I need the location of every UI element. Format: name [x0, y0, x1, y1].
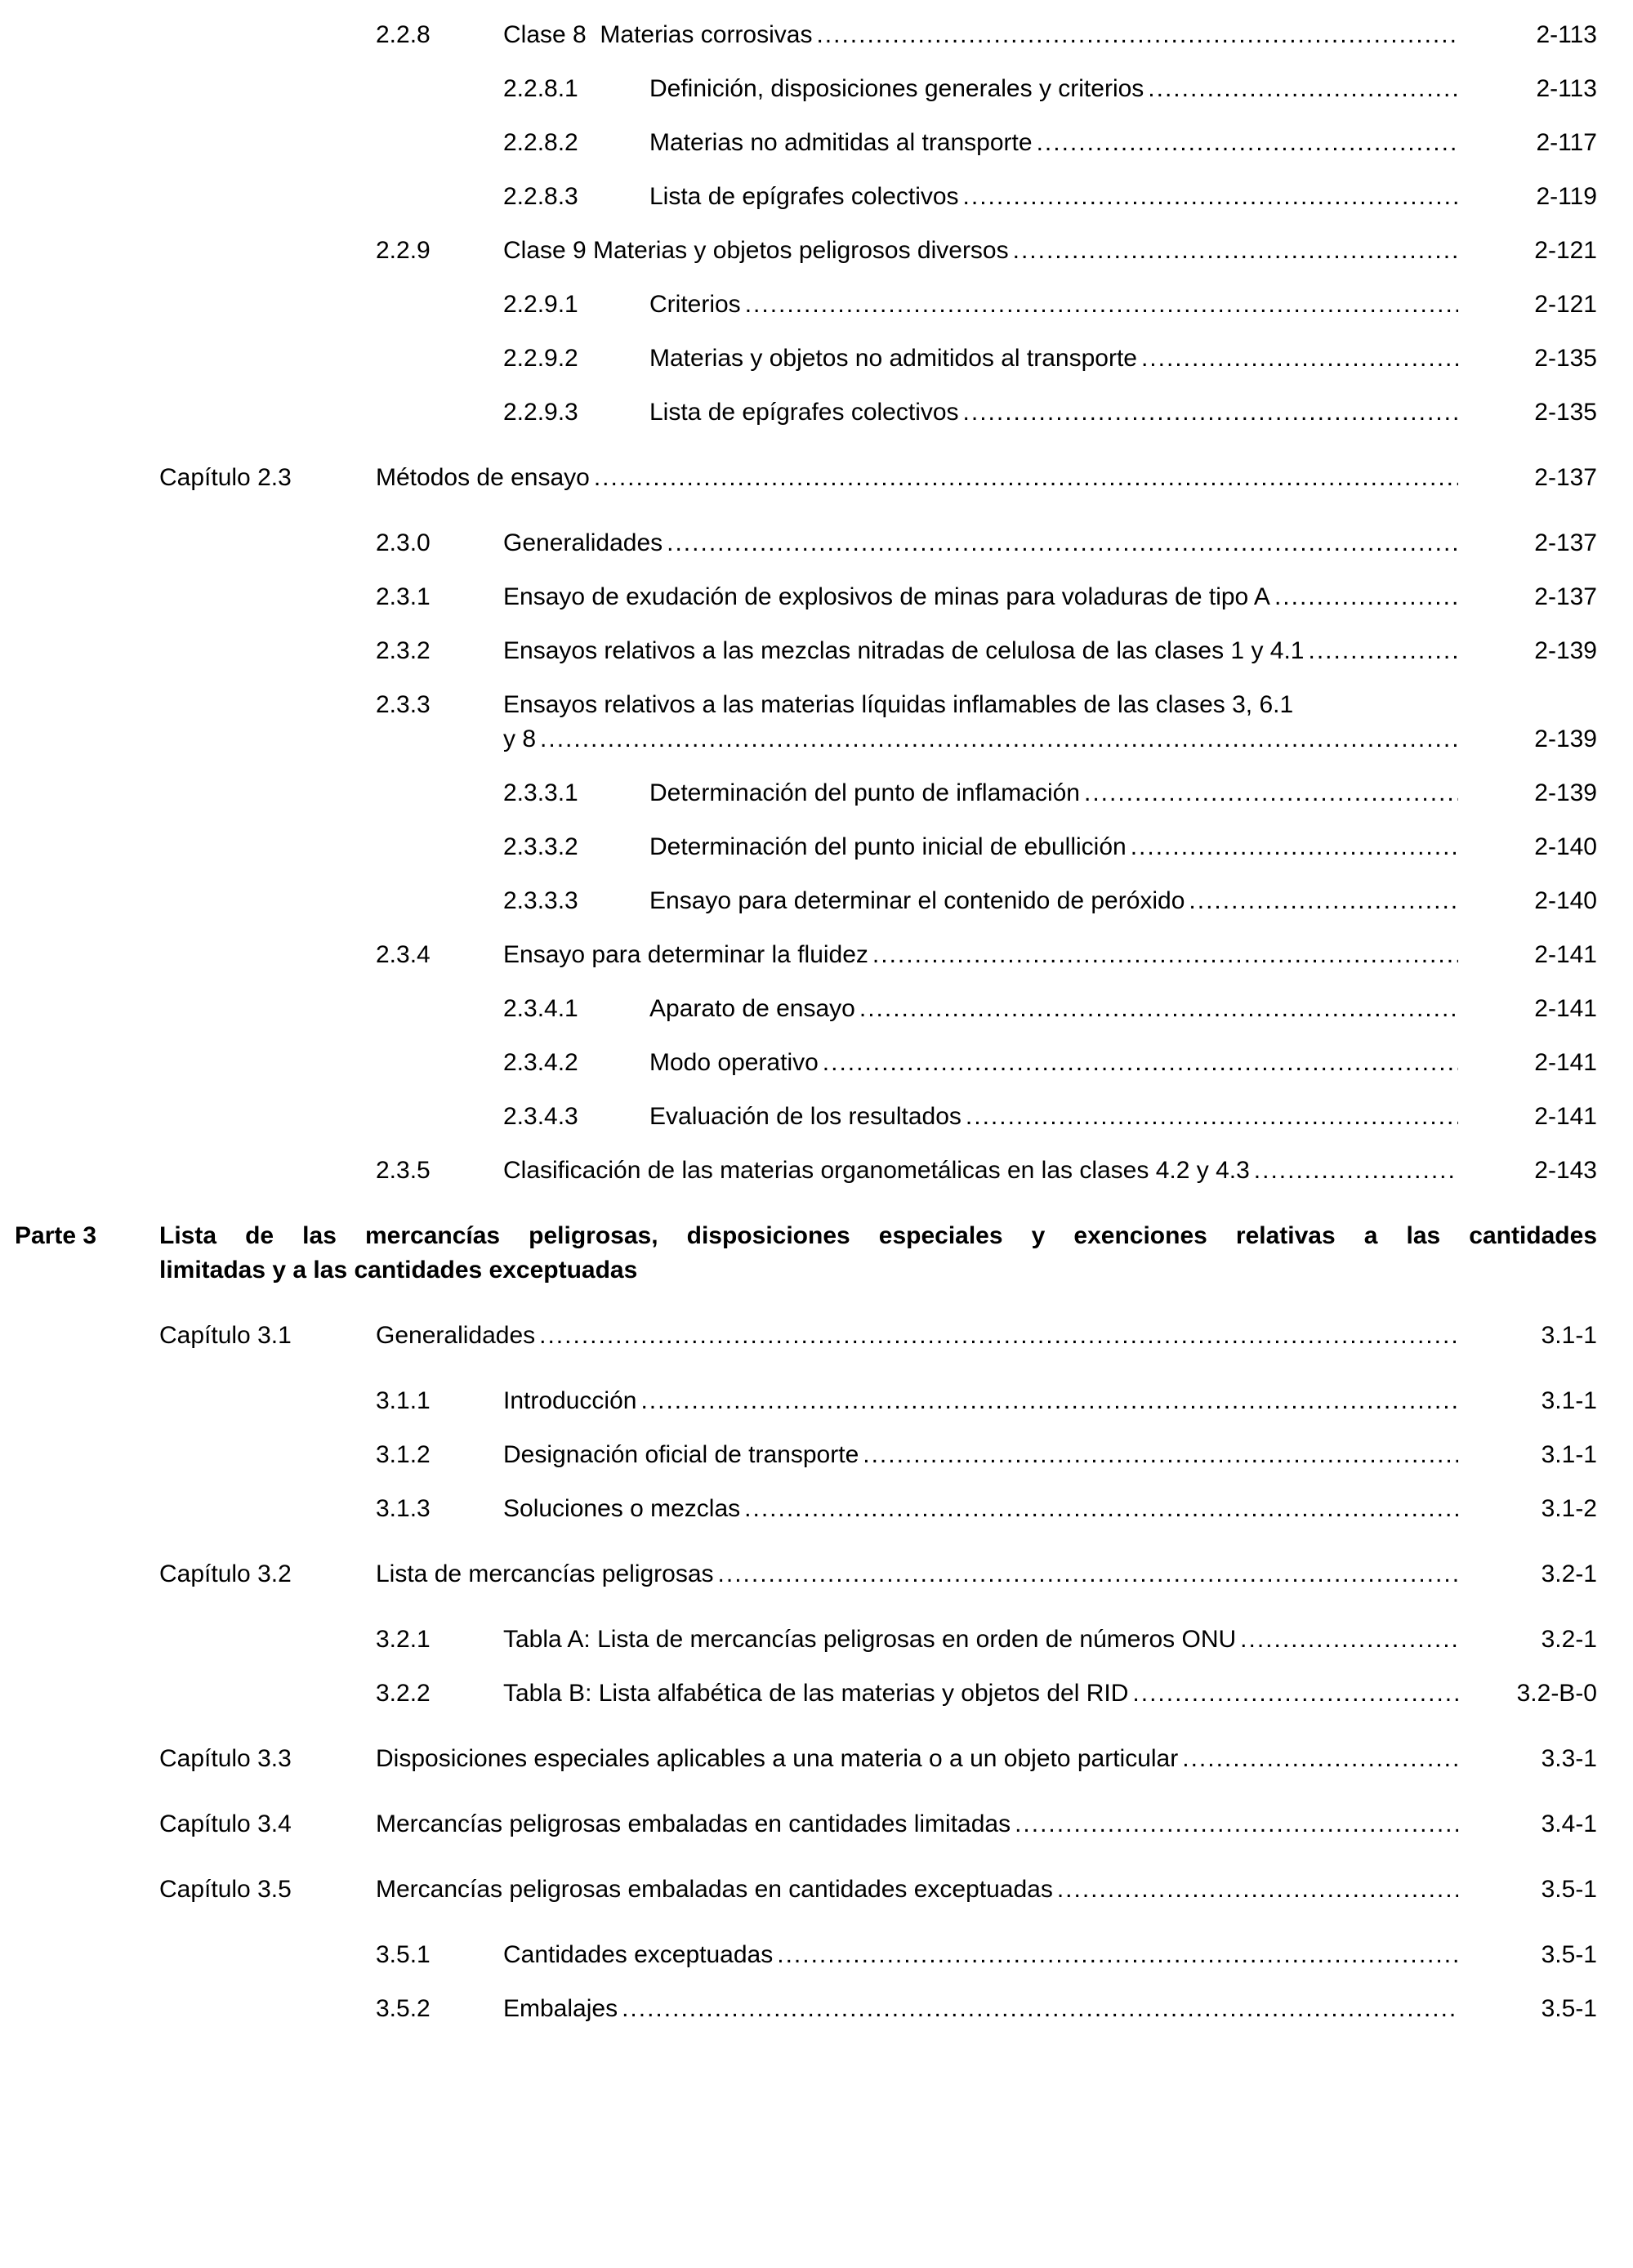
toc-entry	[0, 1938, 1597, 1972]
toc-entry-page: 2-141	[1534, 941, 1597, 968]
toc-entry-title: Modo operativo	[649, 1049, 819, 1076]
toc-entry-title: Disposiciones especiales aplicables a una materia o a un objeto particular	[376, 1745, 1179, 1772]
toc-entry-line	[649, 180, 1597, 214]
toc-entry-page: 2-137	[1534, 464, 1597, 491]
toc-entry-number: 2.3.2	[376, 637, 431, 664]
toc-entry-number: 3.1.3	[376, 1495, 431, 1522]
toc-entry-body	[649, 1100, 1597, 1134]
toc-entry-body	[503, 688, 1597, 757]
toc-entry-body	[649, 72, 1597, 106]
leader-dots	[744, 1492, 1458, 1526]
toc-entry	[0, 776, 1597, 810]
toc-entry-number: 2.3.4.1	[503, 995, 578, 1022]
leader-dots	[963, 395, 1458, 430]
toc-entry-number: Capítulo 3.1	[159, 1322, 292, 1349]
toc-entry-line	[376, 1557, 1597, 1592]
toc-entry-number: Capítulo 3.5	[159, 1876, 292, 1903]
toc-entry-body	[376, 1807, 1597, 1842]
toc-entry-body	[503, 234, 1597, 268]
toc-entry-title: Designación oficial de transporte	[503, 1441, 859, 1468]
leader-dots	[1141, 342, 1458, 376]
toc-entry-title: Determinación del punto de inflamación	[649, 779, 1080, 806]
toc-entry-page: 2-139	[1534, 725, 1597, 752]
toc-entry-body	[649, 288, 1597, 322]
toc-entry-page: 3.5-1	[1541, 1876, 1597, 1903]
toc-entry	[0, 526, 1597, 560]
toc-entry-line	[503, 234, 1597, 268]
toc-entry-number: 2.3.3.3	[503, 887, 578, 914]
toc-entry-number: 2.3.3	[376, 691, 431, 718]
toc-entry-page: 3.5-1	[1541, 1941, 1597, 1968]
toc-entry-line	[376, 1807, 1597, 1842]
toc-entry-body	[503, 1992, 1597, 2026]
toc-entry-title: Mercancías peligrosas embaladas en cantidades exceptuadas	[376, 1876, 1053, 1903]
toc-entry-number: Parte 3	[15, 1222, 97, 1249]
toc-entry-number: 3.5.1	[376, 1941, 431, 1968]
toc-entry-line	[376, 461, 1597, 495]
toc-entry-body	[503, 938, 1597, 972]
toc-entry-body	[503, 1623, 1597, 1657]
toc-entry-page: 2-141	[1534, 995, 1597, 1022]
toc-entry-number: 2.2.8	[376, 21, 431, 48]
toc-entry-line	[376, 1742, 1597, 1776]
toc-entry-line	[503, 634, 1597, 668]
toc-entry-title: Tabla A: Lista de mercancías peligrosas en orden de números ONU	[503, 1626, 1237, 1653]
toc-entry	[0, 1557, 1597, 1592]
toc-entry-page: 2-137	[1534, 529, 1597, 556]
toc-entry-number: 2.3.5	[376, 1157, 431, 1184]
toc-entry-line	[376, 1873, 1597, 1907]
toc-entry	[0, 1492, 1597, 1526]
toc-entry-line	[503, 938, 1597, 972]
toc-entry	[0, 234, 1597, 268]
leader-dots	[640, 1384, 1458, 1418]
toc-entry-number: 3.5.2	[376, 1995, 431, 2022]
toc-entry-title: Materias y objetos no admitidos al transporte	[649, 345, 1137, 372]
toc-entry-line	[503, 688, 1597, 722]
toc-entry-line	[649, 395, 1597, 430]
toc-entry-body	[649, 992, 1597, 1026]
toc-entry-body	[503, 1154, 1597, 1188]
toc-entry-title: Generalidades	[376, 1322, 536, 1349]
leader-dots	[1132, 1676, 1458, 1711]
leader-dots	[1013, 234, 1458, 268]
leader-dots	[777, 1938, 1458, 1972]
toc-entry-page: 2-117	[1536, 129, 1597, 156]
toc-entry	[0, 938, 1597, 972]
toc-entry-body	[503, 1384, 1597, 1418]
toc-list	[0, 18, 1597, 2026]
toc-entry-body	[649, 395, 1597, 430]
toc-entry-line	[649, 992, 1597, 1026]
leader-dots	[745, 288, 1458, 322]
toc-entry-page: 2-121	[1534, 237, 1597, 264]
toc-entry-body	[503, 634, 1597, 668]
toc-entry-line	[503, 1992, 1597, 2026]
toc-entry	[0, 1046, 1597, 1080]
toc-entry-line	[503, 580, 1597, 614]
toc-entry-page: 2-119	[1536, 183, 1597, 210]
toc-entry-body	[649, 830, 1597, 864]
toc-entry-body	[503, 1938, 1597, 1972]
toc-entry-title: Criterios	[649, 291, 741, 318]
toc-entry-line	[503, 1938, 1597, 1972]
toc-entry-number: 2.3.0	[376, 529, 431, 556]
toc-entry-title: Embalajes	[503, 1995, 618, 2022]
toc-entry-line	[503, 1154, 1597, 1188]
toc-entry-page: 2-137	[1534, 583, 1597, 610]
leader-dots	[1148, 72, 1458, 106]
toc-entry-number: 2.3.4.3	[503, 1103, 578, 1130]
toc-entry-body	[376, 1742, 1597, 1776]
toc-entry	[0, 1219, 1597, 1288]
toc-entry-number: 3.2.2	[376, 1680, 431, 1707]
toc-entry	[0, 72, 1597, 106]
toc-entry-line	[649, 776, 1597, 810]
toc-entry-line	[649, 126, 1597, 160]
toc-entry	[0, 992, 1597, 1026]
leader-dots	[863, 1438, 1458, 1472]
toc-entry-number: 3.2.1	[376, 1626, 431, 1653]
toc-entry-body	[376, 1873, 1597, 1907]
toc-entry-title: Tabla B: Lista alfabética de las materias y objetos del RID	[503, 1680, 1129, 1707]
leader-dots	[1084, 776, 1458, 810]
leader-dots	[1274, 580, 1458, 614]
toc-entry-body	[649, 884, 1597, 918]
toc-entry-body	[649, 1046, 1597, 1080]
toc-entry-page: 2-141	[1534, 1103, 1597, 1130]
toc-entry-line	[649, 830, 1597, 864]
toc-entry-line	[649, 1046, 1597, 1080]
toc-entry-page: 2-140	[1534, 833, 1597, 860]
toc-entry	[0, 634, 1597, 668]
toc-entry-body	[649, 776, 1597, 810]
leader-dots	[966, 1100, 1458, 1134]
toc-entry-line	[503, 722, 1597, 757]
toc-entry-number: 2.2.8.1	[503, 75, 578, 102]
toc-entry-number: 2.2.8.2	[503, 129, 578, 156]
toc-entry-title: Determinación del punto inicial de ebullición	[649, 833, 1127, 860]
toc-entry-line	[503, 1384, 1597, 1418]
toc-entry-title: Lista de mercancías peligrosas	[376, 1560, 714, 1587]
toc-entry-page: 3.3-1	[1541, 1745, 1597, 1772]
toc-entry-page: 3.4-1	[1541, 1810, 1597, 1837]
toc-entry-page: 3.1-2	[1541, 1495, 1597, 1522]
toc-entry-title: Ensayos relativos a las mezclas nitradas de celulosa de las clases 1 y 4.1	[503, 637, 1305, 664]
toc-entry-title: Métodos de ensayo	[376, 464, 590, 491]
leader-dots	[1189, 884, 1458, 918]
leader-dots	[594, 461, 1458, 495]
toc-entry-title: Mercancías peligrosas embaladas en cantidades limitadas	[376, 1810, 1011, 1837]
toc-entry	[0, 884, 1597, 918]
leader-dots	[539, 1319, 1458, 1353]
leader-dots	[872, 938, 1458, 972]
toc-entry-number: Capítulo 3.3	[159, 1745, 292, 1772]
toc-entry	[0, 1384, 1597, 1418]
toc-entry-title: Ensayo para determinar el contenido de peróxido	[649, 887, 1185, 914]
toc-entry	[0, 342, 1597, 376]
toc-entry	[0, 1100, 1597, 1134]
toc-entry-page: 3.2-B-0	[1516, 1680, 1597, 1707]
toc-entry-title: Clase 8 Materias corrosivas	[503, 21, 813, 48]
toc-entry-title: Cantidades exceptuadas	[503, 1941, 774, 1968]
toc-entry	[0, 1807, 1597, 1842]
leader-dots	[1182, 1742, 1458, 1776]
toc-entry-number: 3.1.1	[376, 1387, 431, 1414]
toc-entry-number: 2.3.3.1	[503, 779, 578, 806]
toc-entry-title: Lista de epígrafes colectivos	[649, 183, 959, 210]
toc-entry-body	[649, 342, 1597, 376]
toc-entry-page: 2-121	[1534, 291, 1597, 318]
toc-entry-body	[649, 180, 1597, 214]
toc-entry-line	[649, 288, 1597, 322]
toc-entry-number: 2.3.1	[376, 583, 431, 610]
toc-entry-title: Aparato de ensayo	[649, 995, 855, 1022]
toc-entry-body	[376, 461, 1597, 495]
leader-dots	[540, 722, 1458, 757]
toc-entry-title: Ensayo de exudación de explosivos de minas para voladuras de tipo A	[503, 583, 1270, 610]
toc-entry-page: 3.1-1	[1541, 1322, 1597, 1349]
toc-entry-body	[503, 1676, 1597, 1711]
toc-entry-line	[503, 1676, 1597, 1711]
toc-entry-page: 3.2-1	[1541, 1626, 1597, 1653]
toc-entry-body	[503, 1438, 1597, 1472]
toc-entry-title: y 8	[503, 725, 537, 752]
toc-entry-number: 2.2.9.1	[503, 291, 578, 318]
toc-entry-number: 2.2.9	[376, 237, 431, 264]
toc-entry-line	[649, 342, 1597, 376]
toc-entry-page: 2-140	[1534, 887, 1597, 914]
toc-entry-page: 2-113	[1536, 75, 1597, 102]
leader-dots	[1240, 1623, 1458, 1657]
leader-dots	[718, 1557, 1458, 1592]
toc-entry	[0, 288, 1597, 322]
toc-entry	[0, 830, 1597, 864]
toc-entry-title: Soluciones o mezclas	[503, 1495, 741, 1522]
toc-entry-page: 2-139	[1534, 637, 1597, 664]
toc-entry-title: Evaluación de los resultados	[649, 1103, 962, 1130]
leader-dots	[1309, 634, 1459, 668]
toc-entry-line	[159, 1253, 1597, 1288]
toc-entry	[0, 1742, 1597, 1776]
leader-dots	[816, 18, 1458, 52]
toc-entry-page: 2-135	[1534, 399, 1597, 426]
toc-entry-line	[649, 72, 1597, 106]
toc-entry-line	[376, 1319, 1597, 1353]
toc-entry-page: 2-143	[1534, 1157, 1597, 1184]
toc-entry	[0, 1873, 1597, 1907]
toc-entry-page: 2-141	[1534, 1049, 1597, 1076]
toc-entry-title: Clase 9 Materias y objetos peligrosos diversos	[503, 237, 1009, 264]
toc-entry-line	[649, 884, 1597, 918]
toc-entry-page: 2-139	[1534, 779, 1597, 806]
toc-entry	[0, 1154, 1597, 1188]
toc-entry-title: limitadas y a las cantidades exceptuadas	[159, 1257, 638, 1284]
toc-entry-page: 2-113	[1536, 21, 1597, 48]
toc-entry-line	[503, 1438, 1597, 1472]
toc-entry	[0, 1992, 1597, 2026]
toc-entry	[0, 126, 1597, 160]
leader-dots	[622, 1992, 1458, 2026]
toc-entry-body	[503, 580, 1597, 614]
toc-entry-body	[159, 1219, 1597, 1288]
toc-entry-body	[503, 526, 1597, 560]
toc-entry	[0, 1319, 1597, 1353]
toc-entry	[0, 1623, 1597, 1657]
toc-entry	[0, 580, 1597, 614]
toc-entry	[0, 18, 1597, 52]
toc-entry-line	[503, 1492, 1597, 1526]
toc-entry-title: Lista de epígrafes colectivos	[649, 399, 959, 426]
toc-entry	[0, 395, 1597, 430]
toc-entry-page: 3.5-1	[1541, 1995, 1597, 2022]
leader-dots	[667, 526, 1458, 560]
toc-entry	[0, 1676, 1597, 1711]
leader-dots	[963, 180, 1458, 214]
leader-dots	[859, 992, 1458, 1026]
toc-entry-title: Introducción	[503, 1387, 637, 1414]
toc-entry-number: 3.1.2	[376, 1441, 431, 1468]
leader-dots	[1131, 830, 1458, 864]
toc-entry-title: Ensayo para determinar la fluidez	[503, 941, 868, 968]
toc-entry-number: 2.3.4.2	[503, 1049, 578, 1076]
leader-dots	[1254, 1154, 1458, 1188]
toc-entry-number: 2.2.9.2	[503, 345, 578, 372]
toc-entry-body	[376, 1557, 1597, 1592]
toc-entry	[0, 180, 1597, 214]
toc-entry-number: Capítulo 2.3	[159, 464, 292, 491]
toc-entry-body	[503, 18, 1597, 52]
toc-entry-page: 3.1-1	[1541, 1441, 1597, 1468]
toc-entry-body	[503, 1492, 1597, 1526]
toc-entry-number: 2.2.8.3	[503, 183, 578, 210]
toc-entry-line	[159, 1219, 1597, 1253]
toc-entry-line	[649, 1100, 1597, 1134]
toc-entry-title: Ensayos relativos a las materias líquidas inflamables de las clases 3, 6.1	[503, 691, 1294, 718]
toc-entry	[0, 1438, 1597, 1472]
leader-dots	[1037, 126, 1458, 160]
leader-dots	[1057, 1873, 1458, 1907]
toc-entry-number: 2.2.9.3	[503, 399, 578, 426]
toc-entry-number: Capítulo 3.4	[159, 1810, 292, 1837]
toc-entry-title: Clasificación de las materias organometálicas en las clases 4.2 y 4.3	[503, 1157, 1250, 1184]
toc-entry-page: 2-135	[1534, 345, 1597, 372]
toc-entry-line	[503, 18, 1597, 52]
toc-entry	[0, 688, 1597, 757]
toc-entry-number: 2.3.4	[376, 941, 431, 968]
leader-dots	[1015, 1807, 1458, 1842]
toc-entry-number: 2.3.3.2	[503, 833, 578, 860]
toc-entry-title: Materias no admitidas al transporte	[649, 129, 1033, 156]
toc-entry-body	[649, 126, 1597, 160]
toc-entry-title: Lista de las mercancías peligrosas, disposiciones especiales y exenciones relativas a las cantidades	[159, 1222, 1597, 1249]
toc-entry-title: Definición, disposiciones generales y criterios	[649, 75, 1144, 102]
toc-entry-page: 3.1-1	[1541, 1387, 1597, 1414]
toc-entry-page: 3.2-1	[1541, 1560, 1597, 1587]
leader-dots	[823, 1046, 1458, 1080]
toc-entry-line	[503, 1623, 1597, 1657]
toc-entry	[0, 461, 1597, 495]
toc-entry-number: Capítulo 3.2	[159, 1560, 292, 1587]
toc-entry-title: Generalidades	[503, 529, 663, 556]
toc-entry-body	[376, 1319, 1597, 1353]
toc-entry-line	[503, 526, 1597, 560]
